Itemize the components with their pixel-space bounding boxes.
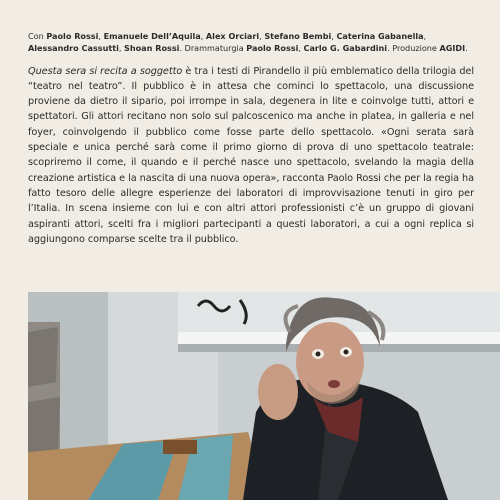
photo-illustration xyxy=(28,292,500,500)
cast-member: Shoan Rossi xyxy=(124,43,180,54)
dramaturgy-name: Paolo Rossi xyxy=(246,43,299,54)
cast-member: Paolo Rossi xyxy=(46,31,99,41)
cast-member: Alex Orciari xyxy=(205,31,260,41)
credits-prefix: Con xyxy=(28,31,44,41)
cast-member: Caterina Gabanella xyxy=(336,31,424,41)
play-title: Questa sera si recita a soggetto xyxy=(28,65,183,77)
cast-member: Alessandro Cassutti xyxy=(28,43,119,54)
cast-member: Emanuele Dell’Aquila xyxy=(103,31,201,41)
article-text: è tra i testi di Pirandello il più emblematico della trilogia del “teatro nel teatro”. Il pubblico è in attesa che cominci lo spettacolo, una discussione proviene da dietro il sipario, poi irrompe in sala, degenera in lite e coinvolge tutti, attori e spettatori. Gli attori recitano non solo sul palcoscenico ma anche in platea, in galleria e nel foyer, coinvolgendo il pubblico come fosse parte dello spettacolo. «Ogni serata sarà speciale e unica perché sarà come il primo giorno di prova di uno spettacolo teatrale: scopriremo il come, il quando e il perché nasce uno spettacolo, svelando la magia della creazione artistica e la nascita di una nuova opera», racconta Paolo Rossi che per la regia ha fatto tesoro delle allegre esperienze dei laboratori di improvvisazione tenuti in giro per l’Italia. In scena insieme con lui e con altri attori professionisti c’è un gruppo di giovani aspiranti attori, scelti fra i migliori partecipanti a questi laboratori, a cui a ogni replica si aggiungono comparse scelte tra il pubblico. xyxy=(28,65,474,245)
portrait-photo xyxy=(28,292,500,500)
article-body xyxy=(28,64,474,248)
page-content xyxy=(28,30,474,247)
credits: Con Paolo Rossi, Emanuele Dell’Aquila, Alex Orciari, Stefano Bembi, Caterina Gabanella, Alessandro Cassutti, Shoan Rossi. Drammaturgia Paolo Rossi, Carlo G. Gabardini. Produzione AGIDI. xyxy=(28,31,468,54)
production-name: AGIDI xyxy=(439,43,466,54)
production-label: Produzione xyxy=(392,43,437,54)
dramaturgy-name: Carlo G. Gabardini xyxy=(303,43,388,54)
dramaturgy-label: Drammaturgia xyxy=(184,43,244,54)
cast-member: Stefano Bembi xyxy=(264,31,332,41)
